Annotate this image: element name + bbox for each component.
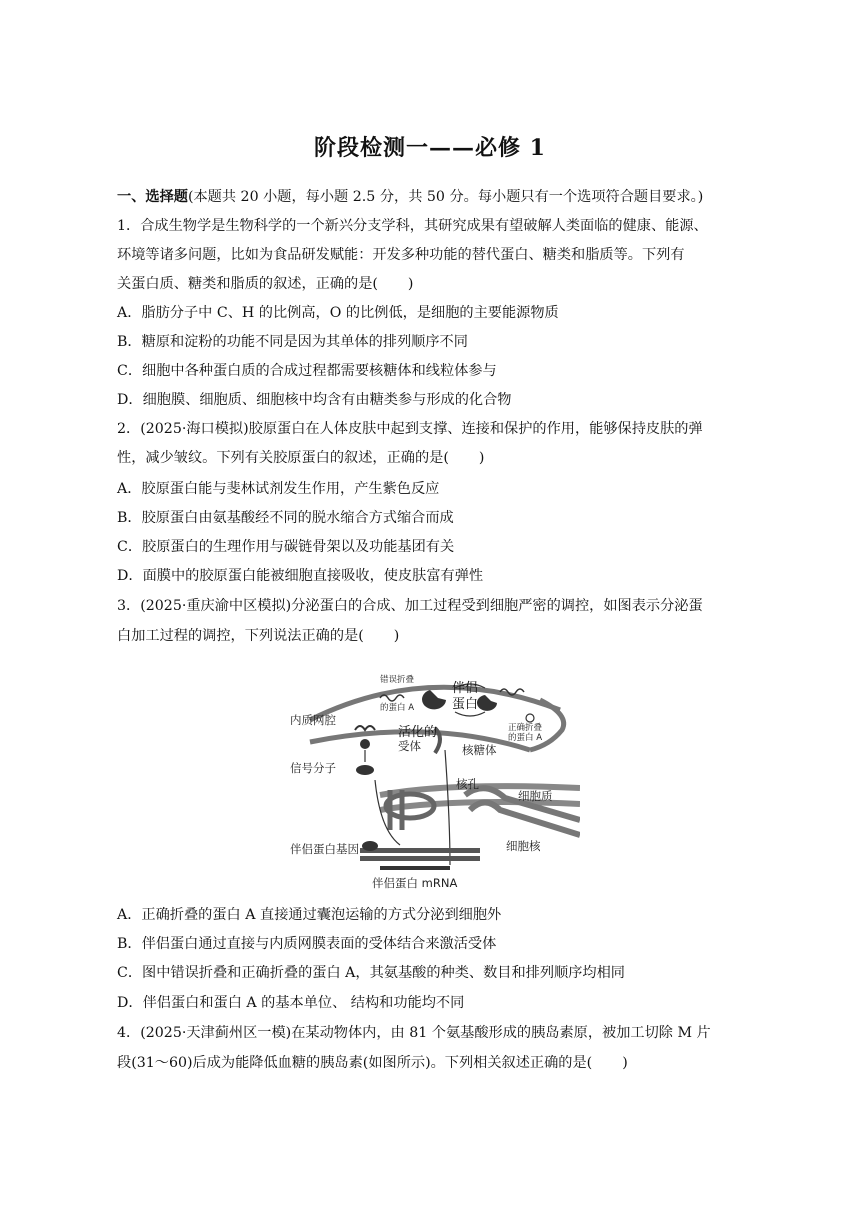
label-gene: 伴侣蛋白基因: [290, 842, 359, 856]
receptor-icon: [355, 726, 375, 730]
q2-option-a: A．胶原蛋白能与斐林试剂发生作用，产生紫色反应: [117, 481, 440, 497]
q3-option-a: A．正确折叠的蛋白 A 直接通过囊泡运输的方式分泌到细胞外: [117, 907, 502, 923]
label-activated: 活化的: [398, 725, 438, 740]
label-chaperone-2: 蛋白: [452, 697, 479, 712]
q2-option-d: D．面膜中的胶原蛋白能被细胞直接吸收，使皮肤富有弹性: [117, 568, 484, 584]
activated-receptor-icon: [360, 739, 370, 749]
nuclear-envelope-right: [470, 803, 580, 836]
page-title: 阶段检测一——必修 1: [314, 135, 546, 161]
q1-stem-text: 关蛋白质、糖类和脂质的叙述，正确的是(: [117, 276, 378, 292]
q3-stem-line1: 3．(2025·重庆渝中区模拟)分泌蛋白的合成、加工过程受到细胞严密的调控，如图表示分泌蛋: [117, 598, 703, 614]
label-receptor: 受体: [398, 739, 421, 753]
section-heading-line: [117, 187, 703, 207]
arrow-to-ribosome: [445, 750, 450, 865]
q1-option-a: A．脂肪分子中 C、H 的比例高，O 的比例低，是细胞的主要能源物质: [117, 305, 559, 321]
q3-option-b: B．伴侣蛋白通过直接与内质网膜表面的受体结合来激活受体: [117, 936, 497, 952]
q3-paren-close: ): [393, 628, 400, 644]
q1-stem-line2: 环境等诸多问题，比如为食品研发赋能：开发多种功能的替代蛋白、糖类和脂质等。下列有: [117, 247, 685, 263]
label-misfolded-2: 的蛋白 A: [380, 703, 415, 713]
signal-molecule-icon: [356, 765, 374, 775]
q2-option-c: C．胶原蛋白的生理作用与碳链骨架以及功能基团有关: [117, 539, 455, 555]
q2-option-b: B．胶原蛋白由氨基酸经不同的脱水缩合方式缩合而成: [117, 510, 454, 526]
q2-stem-line1: 2．(2025·海口模拟)胶原蛋白在人体皮肤中起到支撑、连接和保护的作用，能够保持皮肤的弹: [117, 421, 703, 437]
q4-paren-close: ): [622, 1055, 628, 1071]
q3-option-d: D．伴侣蛋白和蛋白 A 的基本单位、 结构和功能均不同: [117, 995, 465, 1011]
label-signal: 信号分子: [290, 761, 336, 775]
chaperone-protein-icon: [422, 690, 446, 709]
q2-stem-text: 性，减少皱纹。下列有关胶原蛋白的叙述，正确的是(: [117, 450, 449, 466]
gene-dna-bottom: [360, 856, 480, 861]
section-heading: 一、选择题: [117, 189, 188, 205]
label-misfolded: 错误折叠: [380, 675, 415, 685]
q1-option-c: C．细胞中各种蛋白质的合成过程都需要核糖体和线粒体参与: [117, 363, 497, 379]
label-correct: 正确折叠: [508, 723, 543, 733]
label-correct-2: 的蛋白 A: [508, 733, 543, 743]
label-chaperone-1: 伴侣: [452, 681, 479, 696]
gene-dna-top: [360, 848, 480, 853]
label-pore: 核孔: [456, 777, 479, 791]
q1-stem-line1: 1．合成生物学是生物科学的一个新兴分支学科，其研究成果有望破解人类面临的健康、能源、: [117, 218, 708, 234]
label-ribosome: 核糖体: [462, 743, 497, 757]
q1-option-d: D．细胞膜、细胞质、细胞核中均含有由糖类参与形成的化合物: [117, 392, 512, 408]
section-note: (本题共 20 小题，每小题 2.5 分，共 50 分。每小题只有一个选项符合题目要求。): [187, 189, 704, 205]
chaperone-bound-icon: [477, 695, 497, 711]
arrow-release: [455, 712, 485, 716]
q1-paren-close: ): [407, 276, 414, 292]
q4-stem-line2: [117, 1053, 628, 1073]
q2-stem-line2: [117, 448, 484, 468]
label-er-lumen: 内质网腔: [290, 713, 336, 727]
label-nucleus: 细胞核: [506, 839, 541, 853]
q1-stem-line3: [117, 274, 413, 294]
correct-protein-icon: [526, 714, 534, 722]
label-cytoplasm: 细胞质: [518, 789, 553, 803]
q2-paren-close: ): [478, 450, 485, 466]
transcription-factor-icon: [362, 841, 378, 851]
mrna-strand: [380, 866, 450, 870]
q4-stem-text: 段(31～60)后成为能降低血糖的胰岛素(如图所示)。下列相关叙述正确的是(: [117, 1055, 593, 1071]
q3-stem-text: 白加工过程的调控，下列说法正确的是(: [117, 628, 364, 644]
q1-option-b: B．糖原和淀粉的功能不同是因为其单体的排列顺序不同: [117, 334, 468, 350]
label-mrna: 伴侣蛋白 mRNA: [372, 876, 458, 890]
q3-stem-line2: [117, 626, 399, 646]
q3-option-c: C．图中错误折叠和正确折叠的蛋白 A，其氨基酸的种类、数目和排列顺序均相同: [117, 965, 625, 981]
q4-stem-line1: 4．(2025·天津蓟州区一模)在某动物体内，由 81 个氨基酸形成的胰岛素原，被加工切除 M 片: [117, 1025, 711, 1041]
chaperone-regulation-figure: [280, 670, 580, 892]
